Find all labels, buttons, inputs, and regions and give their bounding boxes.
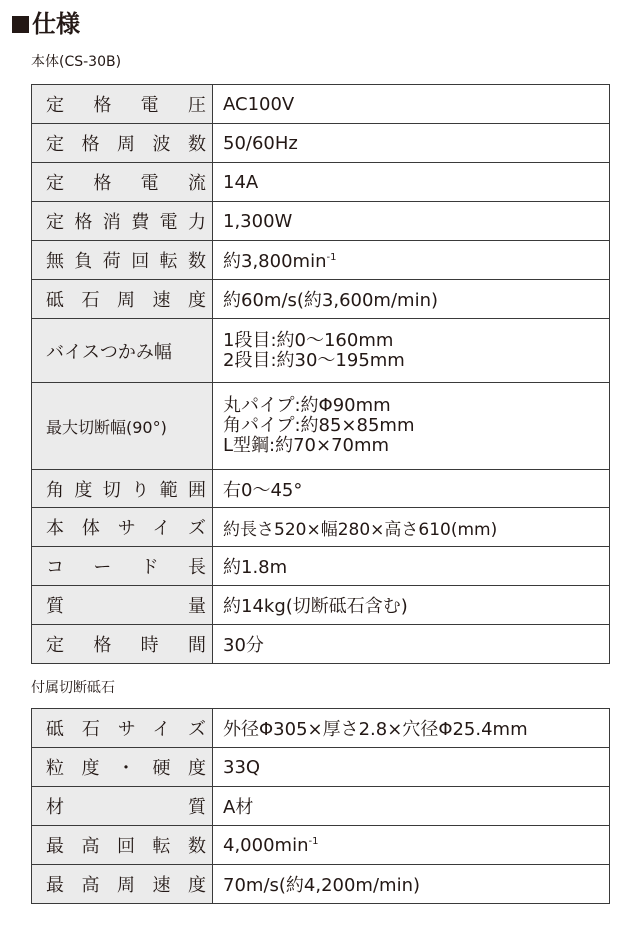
spec-label: バイスつかみ幅: [32, 319, 213, 383]
spec-row: [32, 586, 610, 625]
spec-row: [32, 202, 610, 241]
spec-row: [32, 319, 610, 383]
spec-value: 約14kg(切断砥石含む): [213, 586, 610, 625]
spec-row: [32, 787, 610, 826]
spec-label: 定格時間: [32, 625, 213, 664]
spec-value: 30分: [213, 625, 610, 664]
spec-row: [32, 625, 610, 664]
spec-row: [32, 383, 610, 470]
value-line: 1段目:約0〜160mm: [223, 329, 394, 351]
spec-value: 14A: [213, 163, 610, 202]
body-spec-table: [31, 84, 610, 664]
spec-value: 33Q: [213, 748, 610, 787]
section-title: [12, 6, 80, 42]
spec-row: [32, 865, 610, 904]
spec-row: [32, 508, 610, 547]
spec-row: [32, 163, 610, 202]
spec-row: [32, 241, 610, 280]
value-line: 角パイプ:約85×85mm: [223, 415, 415, 436]
spec-value: [213, 241, 610, 280]
spec-label: 質量: [32, 586, 213, 625]
body-unit-subtitle: 本体(CS-30B): [31, 54, 122, 70]
value-line: L型鋼:約70×70mm: [223, 435, 390, 456]
spec-label: 無負荷回転数: [32, 241, 213, 280]
section-title-text: 仕様: [32, 10, 80, 38]
spec-value: 50/60Hz: [213, 124, 610, 163]
spec-value: 右0〜45°: [213, 470, 610, 508]
spec-row: [32, 124, 610, 163]
spec-row: [32, 709, 610, 748]
spec-label: 材質: [32, 787, 213, 826]
spec-label: 定格消費電力: [32, 202, 213, 241]
spec-row: [32, 826, 610, 865]
spec-row: [32, 470, 610, 508]
value-line: 2段目:約30〜195mm: [223, 349, 405, 371]
value-text: 約3,800min: [223, 251, 327, 272]
spec-label: コード長: [32, 547, 213, 586]
spec-label: 定格周波数: [32, 124, 213, 163]
spec-label: 砥石周速度: [32, 280, 213, 319]
spec-value: 約長さ520×幅280×高さ610(mm): [213, 508, 610, 547]
spec-label: 砥石サイズ: [32, 709, 213, 748]
exponent: -1: [326, 252, 337, 263]
spec-value: A材: [213, 787, 610, 826]
spec-value: [213, 826, 610, 865]
spec-row: [32, 85, 610, 124]
spec-label: 最高回転数: [32, 826, 213, 865]
spec-value: 70m/s(約4,200m/min): [213, 865, 610, 904]
value-text: 4,000min: [223, 834, 309, 856]
spec-label: 最大切断幅(90°): [32, 383, 213, 470]
spec-value: 約60m/s(約3,600m/min): [213, 280, 610, 319]
spec-value: AC100V: [213, 85, 610, 124]
spec-label: 本体サイズ: [32, 508, 213, 547]
accessory-subtitle: 付属切断砥石: [31, 680, 115, 696]
spec-label: 最高周速度: [32, 865, 213, 904]
spec-value: 外径Φ305×厚さ2.8×穴径Φ25.4mm: [213, 709, 610, 748]
spec-label: 角度切り範囲: [32, 470, 213, 508]
exponent: -1: [308, 835, 319, 847]
spec-value: 約1.8m: [213, 547, 610, 586]
spec-value: 1,300W: [213, 202, 610, 241]
spec-label: 定格電流: [32, 163, 213, 202]
spec-value: [213, 319, 610, 383]
spec-label: 粒度・硬度: [32, 748, 213, 787]
spec-label: 定格電圧: [32, 85, 213, 124]
spec-value: [213, 383, 610, 470]
spec-row: [32, 748, 610, 787]
spec-row: [32, 280, 610, 319]
spec-row: [32, 547, 610, 586]
value-line: 丸パイプ:約Φ90mm: [223, 395, 391, 416]
accessory-spec-table: [31, 708, 610, 904]
heading-square-icon: [12, 16, 29, 33]
